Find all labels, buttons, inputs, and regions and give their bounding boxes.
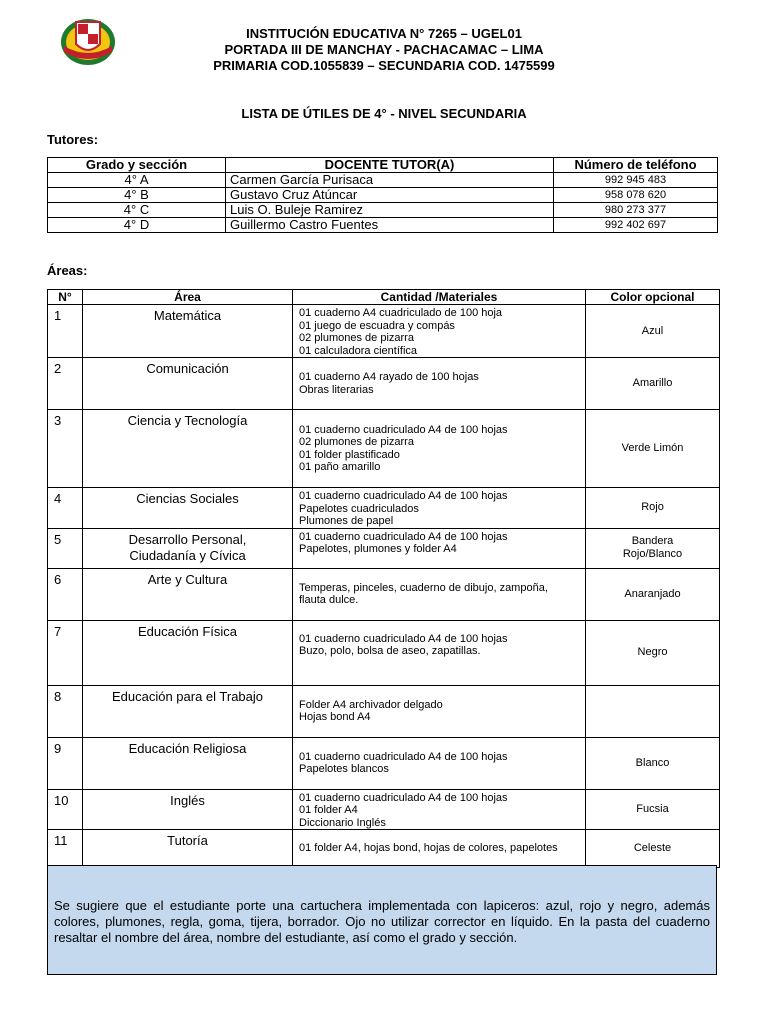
document-title: LISTA DE ÚTILES DE 4° - NIVEL SECUNDARIA	[241, 106, 527, 121]
table-row	[48, 830, 720, 868]
area-color: Anaranjado	[586, 568, 720, 620]
area-name	[83, 528, 293, 568]
table-row	[48, 203, 718, 218]
areas-table	[47, 289, 720, 868]
area-name-line-2: Ciudadanía y Cívica	[129, 547, 246, 563]
area-color: Amarillo	[586, 358, 720, 410]
area-materials	[293, 410, 586, 488]
area-materials	[293, 358, 586, 410]
area-name: Ciencia y Tecnología	[83, 410, 293, 488]
area-number: 5	[48, 528, 83, 568]
area-color: Verde Limón	[586, 410, 720, 488]
table-row	[48, 410, 720, 488]
area-name: Educación para el Trabajo	[83, 685, 293, 737]
area-name: Arte y Cultura	[83, 568, 293, 620]
material-item: 01 cuaderno cuadriculado A4 de 100 hojas	[299, 791, 508, 804]
area-materials	[293, 488, 586, 529]
material-item: 01 cuaderno cuadriculado A4 de 100 hojas	[299, 750, 508, 763]
material-item: 01 cuaderno cuadriculado A4 de 100 hojas	[299, 490, 508, 502]
header-line-1: INSTITUCIÓN EDUCATIVA N° 7265 – UGEL01	[246, 26, 522, 41]
areas-header-row	[48, 290, 720, 305]
recommendation-note-box	[47, 865, 717, 975]
tutor-grade: 4° C	[48, 203, 226, 218]
header-area: Área	[83, 290, 293, 305]
area-color: Azul	[586, 305, 720, 358]
tutor-name: Luis O. Buleje Ramirez	[226, 203, 554, 218]
area-materials	[293, 568, 586, 620]
area-name: Comunicación	[83, 358, 293, 410]
tutor-grade: 4° B	[48, 188, 226, 203]
tutors-header-row	[48, 158, 718, 173]
header-phone: Número de teléfono	[554, 158, 718, 173]
area-number: 10	[48, 789, 83, 830]
table-row	[48, 685, 720, 737]
area-color: Celeste	[586, 830, 720, 868]
table-row	[48, 188, 718, 203]
material-item: 01 folder A4, hojas bond, hojas de colores, papelotes	[299, 842, 558, 855]
tutor-phone: 958 078 620	[554, 188, 718, 203]
table-row	[48, 218, 718, 233]
material-item: 01 calculadora científica	[299, 344, 418, 357]
area-name: Matemática	[83, 305, 293, 358]
area-color-line-2: Rojo/Blanco	[622, 548, 683, 560]
area-color: Rojo	[586, 488, 720, 529]
area-materials	[293, 620, 586, 685]
tutor-name: Carmen García Purisaca	[226, 173, 554, 188]
table-row	[48, 789, 720, 830]
header-line-2: PORTADA III DE MANCHAY - PACHACAMAC – LIMA	[224, 42, 544, 57]
material-item: Diccionario Inglés	[299, 816, 386, 829]
area-materials	[293, 685, 586, 737]
material-item: 01 paño amarillo	[299, 461, 381, 473]
area-number: 1	[48, 305, 83, 358]
area-number: 4	[48, 488, 83, 529]
area-name-line-1: Desarrollo Personal,	[128, 531, 247, 547]
material-item: 01 cuaderno A4 rayado de 100 hojas	[299, 371, 479, 383]
material-item: 01 juego de escuadra y compás	[299, 319, 455, 332]
material-item: Papelotes blancos	[299, 763, 389, 775]
material-item: 01 folder plastificado	[299, 448, 400, 461]
area-color: Blanco	[586, 737, 720, 789]
area-materials	[293, 737, 586, 789]
table-row	[48, 305, 720, 358]
material-item: flauta dulce.	[299, 594, 359, 606]
material-item: 01 cuaderno cuadriculado A4 de 100 hojas	[299, 530, 508, 543]
recommendation-note-text: Se sugiere que el estudiante porte una cartuchera implementada con lapiceros: azul, rojo y negro, además colores, plumones, regla, goma, tijera, borrador. Ojo no utilizar corrector en líquido. En la pasta del cuaderno resaltar el nombre del área, nombre del estudiante, así como el grado y sección.	[54, 898, 710, 945]
material-item: 01 folder A4	[299, 804, 358, 816]
area-materials	[293, 789, 586, 830]
material-item: 02 plumones de pizarra	[299, 332, 414, 344]
tutors-label: Tutores:	[47, 132, 99, 147]
area-number: 8	[48, 685, 83, 737]
areas-label: Áreas:	[47, 263, 88, 278]
area-color-line-1: Bandera	[631, 535, 674, 547]
tutor-name: Guillermo Castro Fuentes	[226, 218, 554, 233]
area-color: Negro	[586, 620, 720, 685]
area-materials	[293, 528, 586, 568]
material-item: 01 cuaderno cuadriculado A4 de 100 hojas	[299, 632, 508, 645]
header-line-3: PRIMARIA COD.1055839 – SECUNDARIA COD. 1475599	[213, 58, 555, 73]
tutor-phone: 992 402 697	[554, 218, 718, 233]
table-row	[48, 488, 720, 529]
material-item: Papelotes cuadriculados	[299, 502, 419, 515]
header-color: Color opcional	[586, 290, 720, 305]
header-teacher: DOCENTE TUTOR(A)	[226, 158, 554, 173]
material-item: Plumones de papel	[299, 515, 394, 527]
material-item: Buzo, polo, bolsa de aseo, zapatillas.	[299, 645, 481, 657]
tutor-phone: 980 273 377	[554, 203, 718, 218]
table-row	[48, 568, 720, 620]
area-name: Educación Religiosa	[83, 737, 293, 789]
tutor-grade: 4° A	[48, 173, 226, 188]
material-item: Papelotes, plumones y folder A4	[299, 543, 457, 555]
material-item: 01 cuaderno A4 cuadriculado de 100 hoja	[299, 307, 503, 319]
tutor-phone: 992 945 483	[554, 173, 718, 188]
tutor-name: Gustavo Cruz Atúncar	[226, 188, 554, 203]
area-materials	[293, 305, 586, 358]
table-row	[48, 737, 720, 789]
area-materials	[293, 830, 586, 868]
material-item: Obras literarias	[299, 383, 374, 396]
area-number: 11	[48, 830, 83, 868]
table-row	[48, 620, 720, 685]
header-number: N°	[48, 290, 83, 305]
area-name: Educación Física	[83, 620, 293, 685]
area-name: Inglés	[83, 789, 293, 830]
tutors-table	[47, 157, 718, 233]
material-item: Folder A4 archivador delgado	[299, 698, 443, 711]
area-color: Fucsia	[586, 789, 720, 830]
header-grade: Grado y sección	[48, 158, 226, 173]
table-row	[48, 173, 718, 188]
material-item: Temperas, pinceles, cuaderno de dibujo, zampoña,	[299, 581, 548, 594]
table-row	[48, 528, 720, 568]
tutor-grade: 4° D	[48, 218, 226, 233]
area-number: 6	[48, 568, 83, 620]
header-materials: Cantidad /Materiales	[293, 290, 586, 305]
area-name: Tutoría	[83, 830, 293, 868]
area-number: 3	[48, 410, 83, 488]
area-number: 2	[48, 358, 83, 410]
area-color	[586, 528, 720, 568]
area-number: 9	[48, 737, 83, 789]
table-row	[48, 358, 720, 410]
material-item: Hojas bond A4	[299, 711, 371, 723]
area-number: 7	[48, 620, 83, 685]
material-item: 01 cuaderno cuadriculado A4 de 100 hojas	[299, 423, 508, 436]
area-color	[586, 685, 720, 737]
area-name: Ciencias Sociales	[83, 488, 293, 529]
material-item: 02 plumones de pizarra	[299, 436, 414, 448]
